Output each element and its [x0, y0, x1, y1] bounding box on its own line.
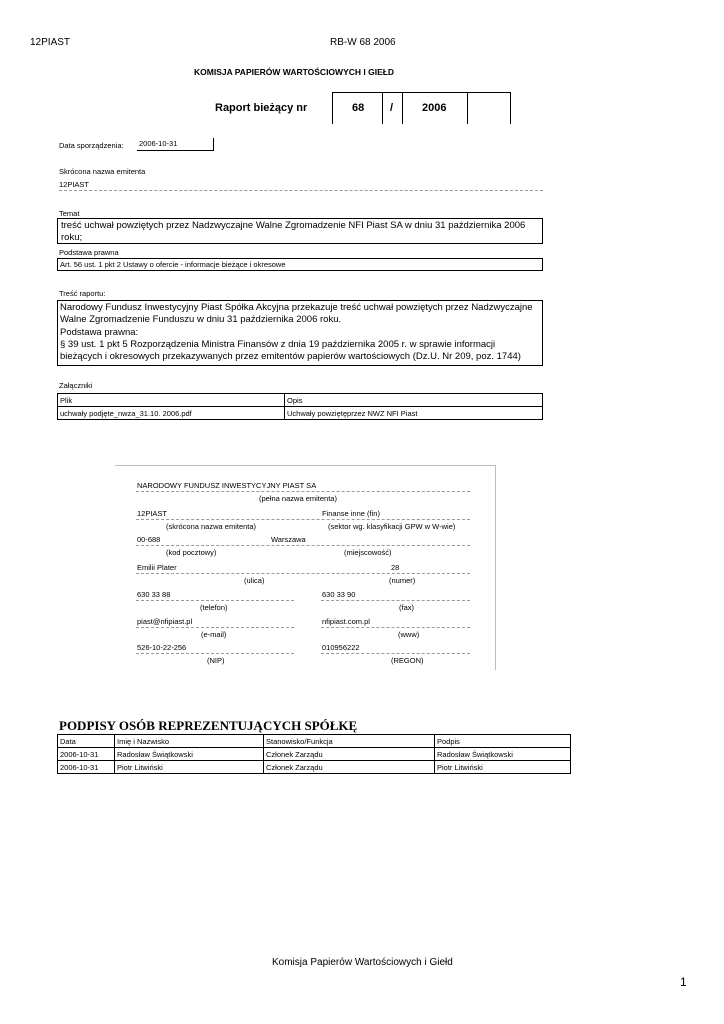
- attachments-label: Załączniki: [59, 381, 93, 390]
- header-left: 12PIAST: [30, 37, 71, 48]
- issuer-number-caption: (numer): [389, 576, 416, 585]
- report-number: 68: [352, 102, 365, 114]
- report-slash: /: [390, 102, 394, 114]
- signature-name: Radosław Świątkowski: [115, 748, 264, 761]
- issuer-short-name: 12PIAST: [137, 509, 168, 518]
- table-header-row: [58, 394, 543, 407]
- issuer-phone: 630 33 88: [137, 590, 171, 599]
- footer-text: Komisja Papierów Wartościowych i Giełd: [272, 957, 453, 968]
- content-line: Narodowy Fundusz Inwestycyjny Piast Spółka Akcyjna przekazuje treść uchwał powziętych przez Nadzwyczajne: [60, 302, 533, 313]
- issuer-phone-caption: (telefon): [200, 603, 228, 612]
- issuer-full-name-caption: (pełna nazwa emitenta): [259, 494, 337, 503]
- table-row: [58, 407, 543, 420]
- issuer-regon: 010956222: [322, 643, 360, 652]
- table-header-row: [58, 735, 571, 748]
- attachments-header-desc: Opis: [285, 394, 543, 407]
- issuer-number: 28: [391, 563, 400, 572]
- page-number: 1: [680, 975, 687, 989]
- issuer-postal-code: 00-688: [137, 535, 161, 544]
- signatures-header-position: Stanowisko/Funkcja: [264, 735, 435, 748]
- issuer-nip-caption: (NIP): [207, 656, 225, 665]
- content-line: bieżących i okresowych przekazywanych przez emitentów papierów wartościowych (Dz.U. Nr 209, poz. 1744): [60, 351, 521, 363]
- legal-basis-value: Art. 56 ust. 1 pkt 2 Ustawy o ofercie - informacje bieżące i okresowe: [57, 258, 543, 271]
- content-label: Treść raportu:: [59, 289, 106, 298]
- issuer-sector: Finanse inne (fin): [322, 509, 380, 518]
- content-line: § 39 ust. 1 pkt 5 Rozporządzenia Ministra Finansów z dnia 19 października 2005 r. w sprawie informacji: [60, 338, 496, 350]
- attachment-file-link[interactable]: uchwały podjęte_nwza_31.10. 2006.pdf: [58, 407, 285, 420]
- issuer-email[interactable]: piast@nfipiast.pl: [137, 617, 193, 626]
- signature-position: Członek Zarządu: [264, 761, 435, 774]
- issuer-fax-caption: (fax): [399, 603, 414, 612]
- issuer-email-caption: (e-mail): [201, 630, 227, 639]
- signatures-header-signature: Podpis: [435, 735, 571, 748]
- signature-date: 2006-10-31: [58, 748, 115, 761]
- signature-name: Piotr Litwiński: [115, 761, 264, 774]
- date-prepared-label: Data sporządzenia:: [59, 141, 124, 150]
- content-line: Podstawa prawna:: [60, 326, 139, 338]
- subject-value: treść uchwał powziętych przez Nadzwyczajne Walne Zgromadzenie NFI Piast SA w dniu 31 października 2006 roku;: [57, 218, 543, 244]
- issuer-street-caption: (ulica): [244, 576, 265, 585]
- issuer-www-caption: (www): [398, 630, 420, 639]
- issuer-short-name-caption: (skrócona nazwa emitenta): [166, 522, 257, 531]
- issuer-www[interactable]: nfipiast.com.pl: [322, 617, 370, 626]
- table-row: [58, 748, 571, 761]
- commission-title: KOMISJA PAPIERÓW WARTOŚCIOWYCH I GIEŁD: [194, 67, 395, 77]
- legal-basis-label: Podstawa prawna: [59, 248, 119, 257]
- short-name-label: Skrócona nazwa emitenta: [59, 167, 146, 176]
- signatures-header-date: Data: [58, 735, 115, 748]
- attachments-table: [57, 393, 543, 420]
- report-label: Raport bieżący nr: [215, 102, 308, 114]
- issuer-regon-caption: (REGON): [391, 656, 424, 665]
- short-name-value: 12PIAST: [59, 180, 90, 189]
- table-row: [58, 761, 571, 774]
- signature-position: Członek Zarządu: [264, 748, 435, 761]
- signatures-table: [57, 734, 571, 774]
- signatures-title: PODPISY OSÓB REPREZENTUJĄCYCH SPÓŁKĘ: [59, 718, 358, 733]
- content-line: Walne Zgromadzenie Funduszu w dniu 31 października 2006 roku.: [60, 314, 342, 326]
- issuer-full-name: NARODOWY FUNDUSZ INWESTYCYJNY PIAST SA: [137, 481, 317, 490]
- issuer-postal-code-caption: (kod pocztowy): [166, 548, 217, 557]
- signature-sign: Piotr Litwiński: [435, 761, 571, 774]
- attachments-header-file: Plik: [58, 394, 285, 407]
- issuer-city: Warszawa: [271, 535, 306, 544]
- issuer-sector-caption: (sektor wg. klasyfikacji GPW w W-wie): [328, 522, 456, 531]
- report-content: [57, 300, 543, 366]
- issuer-fax: 630 33 90: [322, 590, 356, 599]
- attachment-description: Uchwały powziętęprzez NWZ NFI Piast: [285, 407, 543, 420]
- date-prepared-value: 2006-10-31: [137, 138, 214, 151]
- subject-label: Temat: [59, 209, 80, 218]
- issuer-nip: 526-10-22-256: [137, 643, 187, 652]
- header-center: RB-W 68 2006: [330, 37, 396, 48]
- signatures-header-name: Imię i Nazwisko: [115, 735, 264, 748]
- issuer-city-caption: (miejscowość): [344, 548, 392, 557]
- signature-date: 2006-10-31: [58, 761, 115, 774]
- issuer-street: Emilii Plater: [137, 563, 177, 572]
- report-year: 2006: [422, 102, 447, 114]
- signature-sign: Radosław Świątkowski: [435, 748, 571, 761]
